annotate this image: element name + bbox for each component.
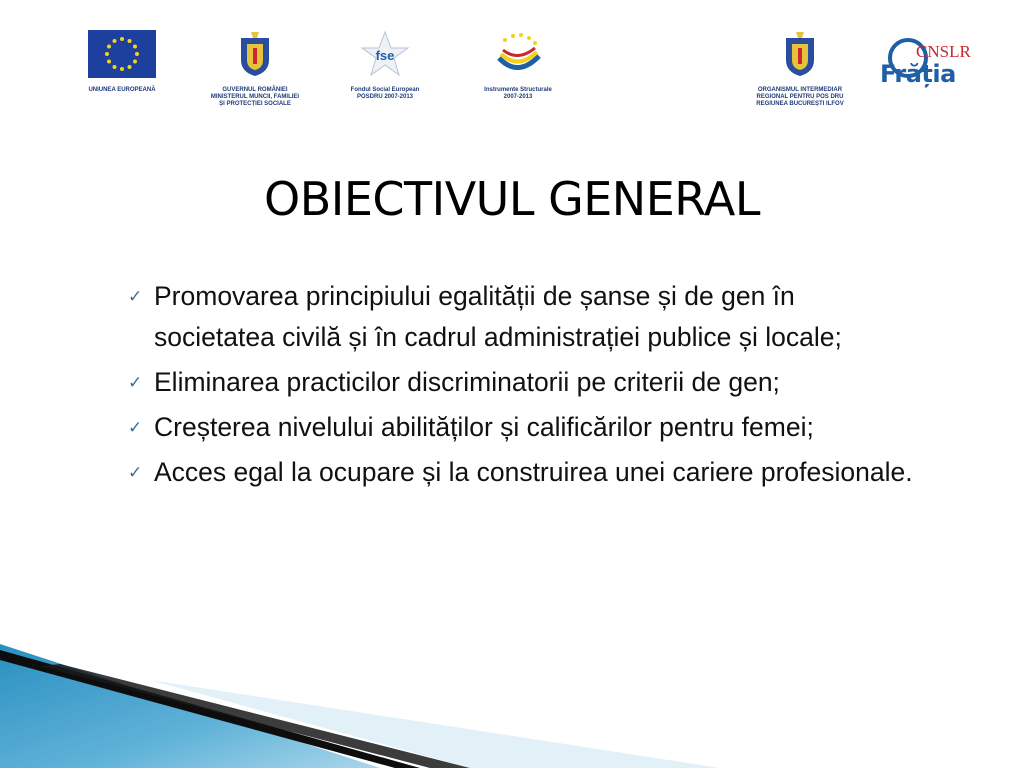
list-item bbox=[126, 407, 916, 448]
bullet-list bbox=[126, 276, 916, 497]
checkmark-icon: ✓ bbox=[128, 373, 143, 392]
structural-instruments-logo bbox=[478, 30, 558, 101]
bullet-text: Promovarea principiului egalității de șanse și de gen în societatea civilă și în cadrul administrației publice și locale; bbox=[154, 281, 842, 352]
eu-star bbox=[128, 65, 132, 69]
intermediate-body-logo bbox=[750, 30, 850, 108]
bullet-text: Acces egal la ocupare și la construirea unei cariere profesionale. bbox=[154, 457, 913, 487]
decorative-corner bbox=[0, 620, 1024, 768]
government-logo bbox=[205, 30, 305, 108]
logo-strip bbox=[0, 0, 1024, 125]
eu-caption: UNIUNEA EUROPEANĂ bbox=[88, 87, 156, 93]
eu-star bbox=[133, 45, 137, 49]
fse-mark: fse bbox=[375, 48, 395, 63]
fratia-text: Frăția bbox=[880, 60, 956, 88]
eu-star bbox=[105, 52, 109, 56]
slide-title: OBIECTIVUL GENERAL bbox=[264, 172, 760, 226]
eu-logo bbox=[86, 30, 158, 94]
checkmark-icon: ✓ bbox=[128, 287, 143, 306]
fse-caption: Fondul Social European POSDRU 2007-2013 bbox=[350, 87, 420, 100]
bullet-text: Eliminarea practicilor discriminatorii pe criterii de gen; bbox=[154, 367, 780, 397]
structural-instruments-caption: Instrumente Structurale 2007-2013 bbox=[484, 87, 552, 100]
bullet-text: Creșterea nivelului abilităților și calificărilor pentru femei; bbox=[154, 412, 814, 442]
intermediate-body-caption: ORGANISMUL INTERMEDIAR REGIONAL PENTRU POS DRU REGIUNEA BUCUREȘTI ILFOV bbox=[756, 87, 844, 107]
list-item bbox=[126, 452, 916, 493]
eu-star bbox=[135, 52, 139, 56]
eu-star bbox=[113, 65, 117, 69]
fse-logo bbox=[345, 30, 425, 101]
checkmark-icon: ✓ bbox=[128, 418, 143, 437]
coat-of-arms-icon bbox=[782, 30, 818, 78]
eu-star bbox=[120, 67, 124, 71]
government-caption: GUVERNUL ROMÂNIEI MINISTERUL MUNCII, FAMILIEI ȘI PROTECȚIEI SOCIALE bbox=[210, 87, 300, 107]
eu-flag-icon bbox=[88, 30, 156, 78]
cnslr-text: CNSLR bbox=[916, 42, 971, 61]
eu-star bbox=[128, 39, 132, 43]
fse-star-icon bbox=[360, 30, 410, 78]
cnslr-fratia-logo bbox=[878, 32, 978, 92]
list-item bbox=[126, 276, 916, 358]
swoosh-icon bbox=[491, 30, 545, 78]
eu-star bbox=[120, 37, 124, 41]
eu-star bbox=[113, 39, 117, 43]
eu-star bbox=[107, 45, 111, 49]
checkmark-icon: ✓ bbox=[128, 463, 143, 482]
eu-star bbox=[107, 60, 111, 64]
eu-star bbox=[133, 60, 137, 64]
list-item bbox=[126, 362, 916, 403]
coat-of-arms-icon bbox=[237, 30, 273, 78]
